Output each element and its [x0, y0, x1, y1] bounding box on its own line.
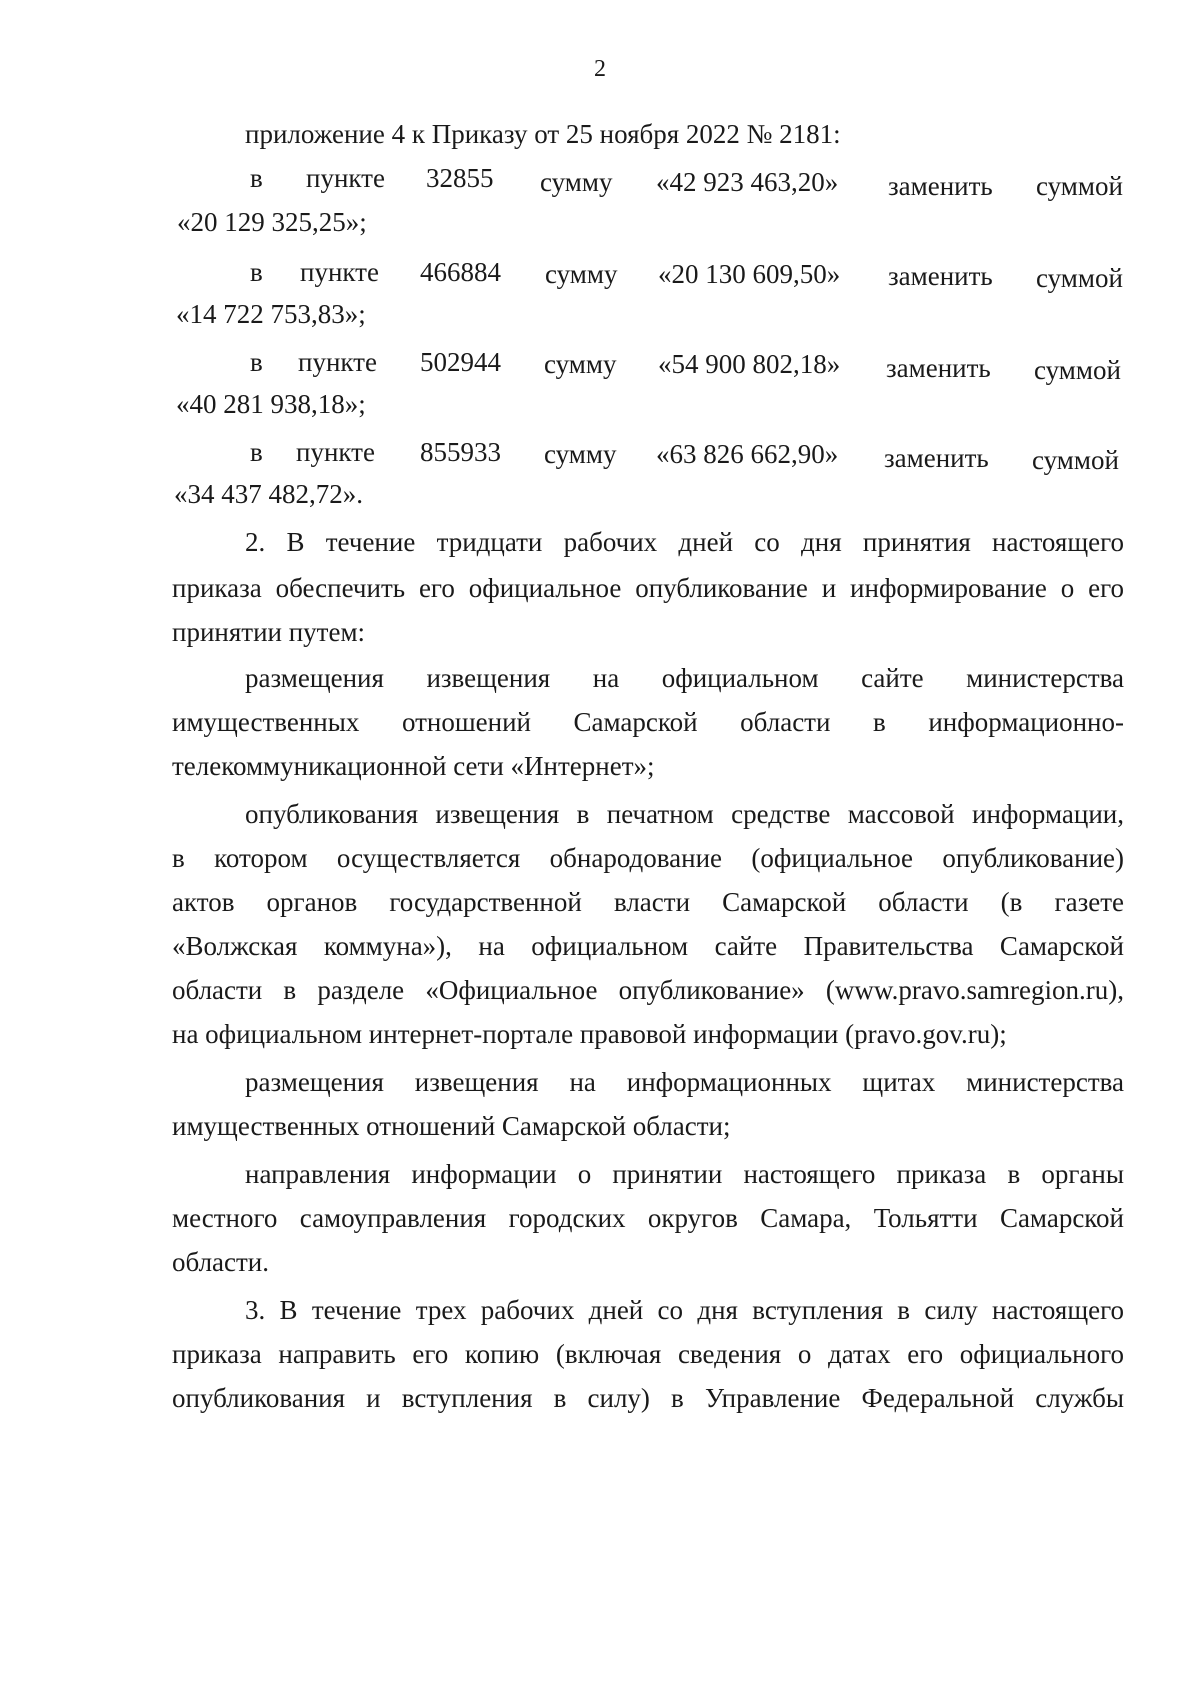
amendment-word-point: пункте	[300, 257, 379, 287]
amendment-point-number: 466884	[420, 257, 501, 287]
amendment-word-with: суммой	[1036, 263, 1123, 293]
amendment-old-sum: «20 130 609,50»	[658, 259, 841, 289]
paragraph-2-line-2: приказа обеспечить его официальное опубликование и информирование о его	[172, 573, 1124, 603]
item-municipal-line-2: местного самоуправления городских округов Самара, Тольятти Самарской	[172, 1203, 1124, 1233]
amendment-word-point: пункте	[296, 437, 375, 467]
item-site-line-3: телекоммуникационной сети «Интернет»;	[172, 751, 655, 781]
intro-line: приложение 4 к Приказу от 25 ноября 2022 № 2181:	[245, 119, 841, 149]
amendment-word-replace: заменить	[888, 261, 993, 291]
paragraph-3-line-1: 3. В течение трех рабочих дней со дня вступления в силу настоящего	[245, 1295, 1124, 1325]
amendment-old-sum: «54 900 802,18»	[658, 349, 841, 379]
item-print-line-5: области в разделе «Официальное опубликование» (www.pravo.samregion.ru),	[172, 975, 1124, 1005]
paragraph-2-line-3: принятии путем:	[172, 617, 366, 647]
amendment-word-sum: сумму	[540, 167, 613, 197]
amendment-new-sum: «40 281 938,18»;	[176, 389, 366, 419]
amendment-prefix: в	[250, 437, 263, 467]
amendment-new-sum: «20 129 325,25»;	[177, 207, 367, 237]
amendment-word-replace: заменить	[888, 171, 993, 201]
item-site-line-1: размещения извещения на официальном сайте министерства	[245, 663, 1124, 693]
amendment-point-number: 32855	[426, 163, 494, 193]
amendment-point-number: 502944	[420, 347, 501, 377]
amendment-word-sum: сумму	[544, 349, 617, 379]
amendment-word-point: пункте	[298, 347, 377, 377]
amendment-word-replace: заменить	[886, 353, 991, 383]
amendment-word-sum: сумму	[544, 439, 617, 469]
amendment-new-sum: «34 437 482,72».	[174, 479, 363, 509]
amendment-old-sum: «63 826 662,90»	[656, 439, 839, 469]
item-boards-line-1: размещения извещения на информационных щитах министерства	[245, 1067, 1124, 1097]
page-number: 2	[594, 56, 606, 82]
item-municipal-line-3: области.	[172, 1247, 270, 1277]
amendment-word-replace: заменить	[884, 443, 989, 473]
amendment-prefix: в	[250, 257, 263, 287]
paragraph-3-line-3: опубликования и вступления в силу) в Управление Федеральной службы	[172, 1383, 1124, 1413]
paragraph-3-line-2: приказа направить его копию (включая сведения о датах его официального	[172, 1339, 1124, 1369]
amendment-point-number: 855933	[420, 437, 501, 467]
amendment-prefix: в	[250, 163, 263, 193]
amendment-word-with: суммой	[1034, 355, 1121, 385]
item-print-line-1: опубликования извещения в печатном средстве массовой информации,	[245, 799, 1124, 829]
item-print-line-2: в котором осуществляется обнародование (официальное опубликование)	[172, 843, 1124, 873]
amendment-old-sum: «42 923 463,20»	[656, 167, 839, 197]
item-boards-line-2: имущественных отношений Самарской области;	[172, 1111, 731, 1141]
amendment-word-with: суммой	[1036, 171, 1123, 201]
paragraph-2-line-1: 2. В течение тридцати рабочих дней со дня принятия настоящего	[245, 527, 1124, 557]
item-print-line-6: на официальном интернет-портале правовой информации (pravo.gov.ru);	[172, 1019, 1007, 1049]
item-print-line-4: «Волжская коммуна»), на официальном сайте Правительства Самарской	[172, 931, 1124, 961]
item-municipal-line-1: направления информации о принятии настоящего приказа в органы	[245, 1159, 1124, 1189]
item-print-line-3: актов органов государственной власти Самарской области (в газете	[172, 887, 1124, 917]
item-site-line-2: имущественных отношений Самарской области в информационно-	[172, 707, 1124, 737]
amendment-word-with: суммой	[1032, 445, 1119, 475]
amendment-prefix: в	[250, 347, 263, 377]
amendment-word-sum: сумму	[545, 259, 618, 289]
amendment-new-sum: «14 722 753,83»;	[176, 299, 366, 329]
amendment-word-point: пункте	[306, 163, 385, 193]
